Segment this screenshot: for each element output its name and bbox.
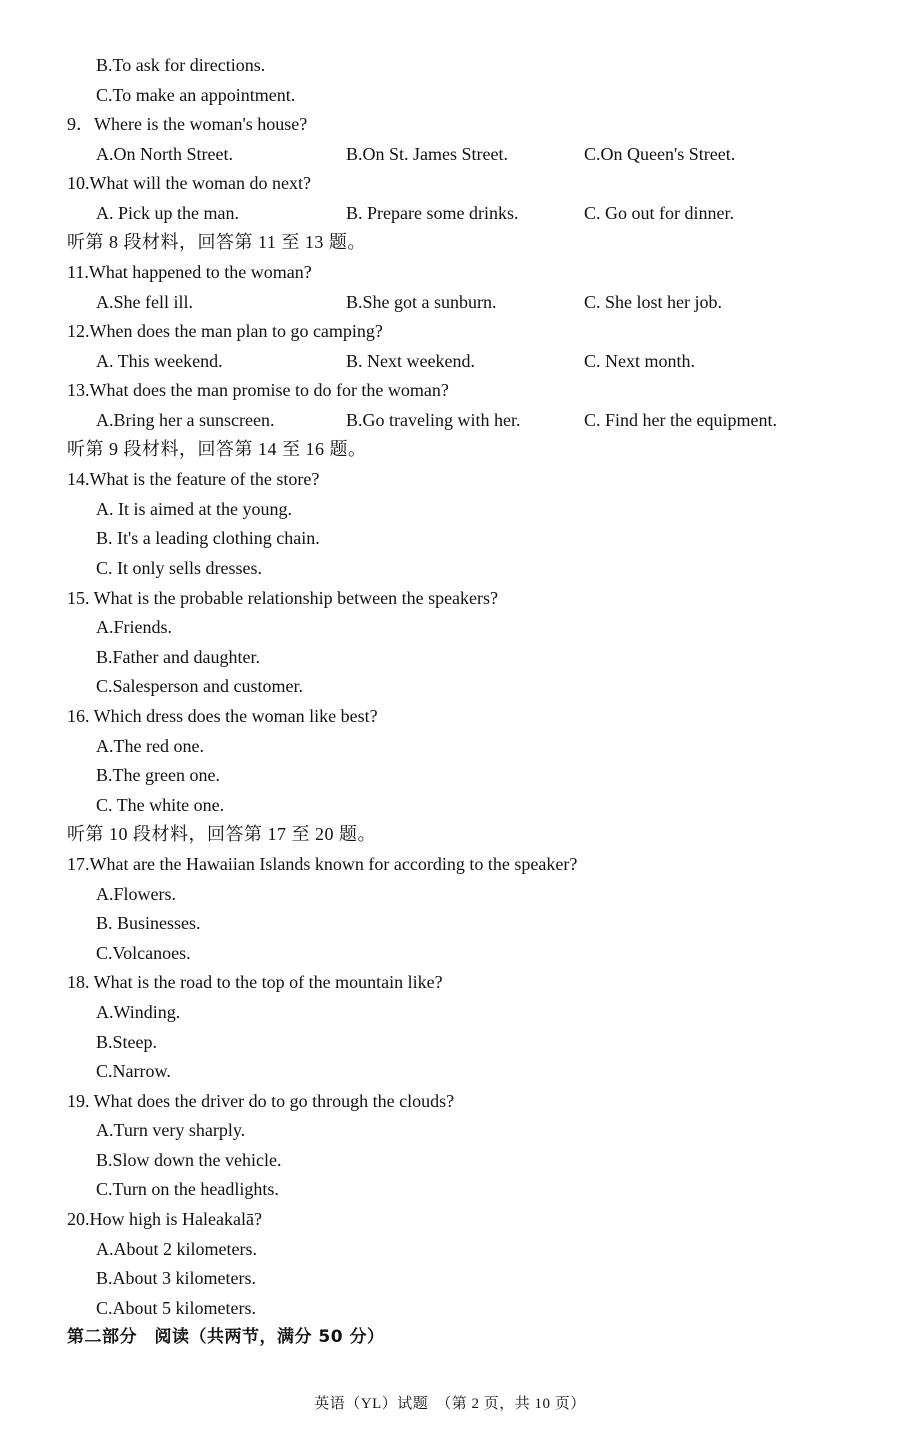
q17-option-b: B. Businesses. xyxy=(96,913,201,933)
q20-option-a: A.About 2 kilometers. xyxy=(96,1239,257,1259)
q14-option-c: C. It only sells dresses. xyxy=(96,558,262,578)
q13-option-b: B.Go traveling with her. xyxy=(346,410,521,430)
q10-option-b: B. Prepare some drinks. xyxy=(346,203,519,223)
q18-option-a: A.Winding. xyxy=(96,1002,181,1022)
q11-question: 11.What happened to the woman? xyxy=(67,262,312,282)
q20-option-c: C.About 5 kilometers. xyxy=(96,1298,256,1318)
q17-option-a: A.Flowers. xyxy=(96,884,176,904)
q10-option-c: C. Go out for dinner. xyxy=(584,203,734,223)
q12-option-c: C. Next month. xyxy=(584,351,695,371)
q19-option-a: A.Turn very sharply. xyxy=(96,1120,246,1140)
q15-option-c: C.Salesperson and customer. xyxy=(96,676,303,696)
q15-question: 15. What is the probable relationship between the speakers? xyxy=(67,588,499,608)
q20-question: 20.How high is Haleakalā? xyxy=(67,1209,262,1229)
q9-question: 9．Where is the woman's house? xyxy=(67,114,308,134)
q12-question: 12.When does the man plan to go camping? xyxy=(67,321,383,341)
q16-option-c: C. The white one. xyxy=(96,795,225,815)
q9-option-a: A.On North Street. xyxy=(96,144,233,164)
q18-option-b: B.Steep. xyxy=(96,1032,157,1052)
q15-option-a: A.Friends. xyxy=(96,617,172,637)
q19-question: 19. What does the driver do to go through the clouds? xyxy=(67,1091,455,1111)
section-10-instruction: 听第 10 段材料，回答第 17 至 20 题。 xyxy=(67,824,376,844)
q16-option-b: B.The green one. xyxy=(96,765,220,785)
page-footer: 英语（YL）试题 （第 2 页，共 10 页） xyxy=(314,1396,586,1412)
q10-question: 10.What will the woman do next? xyxy=(67,173,311,193)
q16-option-a: A.The red one. xyxy=(96,736,204,756)
q15-option-b: B.Father and daughter. xyxy=(96,647,260,667)
q20-option-b: B.About 3 kilometers. xyxy=(96,1268,256,1288)
q13-question: 13.What does the man promise to do for the woman? xyxy=(67,380,449,400)
q11-option-a: A.She fell ill. xyxy=(96,292,193,312)
q8-option-b: B.To ask for directions. xyxy=(96,55,266,75)
q9-option-b: B.On St. James Street. xyxy=(346,144,508,164)
q9-option-c: C.On Queen's Street. xyxy=(584,144,736,164)
q12-option-b: B. Next weekend. xyxy=(346,351,475,371)
q16-question: 16. Which dress does the woman like best? xyxy=(67,706,378,726)
section-9-instruction: 听第 9 段材料，回答第 14 至 16 题。 xyxy=(67,439,367,459)
q14-option-b: B. It's a leading clothing chain. xyxy=(96,528,320,548)
q11-option-b: B.She got a sunburn. xyxy=(346,292,497,312)
q19-option-c: C.Turn on the headlights. xyxy=(96,1179,279,1199)
q14-question: 14.What is the feature of the store? xyxy=(67,469,320,489)
q13-option-c: C. Find her the equipment. xyxy=(584,410,777,430)
q18-option-c: C.Narrow. xyxy=(96,1061,171,1081)
q13-option-a: A.Bring her a sunscreen. xyxy=(96,410,275,430)
q17-option-c: C.Volcanoes. xyxy=(96,943,191,963)
q14-option-a: A. It is aimed at the young. xyxy=(96,499,292,519)
q11-option-c: C. She lost her job. xyxy=(584,292,722,312)
q17-question: 17.What are the Hawaiian Islands known for according to the speaker? xyxy=(67,854,578,874)
q18-question: 18. What is the road to the top of the mountain like? xyxy=(67,972,443,992)
q10-option-a: A. Pick up the man. xyxy=(96,203,239,223)
part-2-heading: 第二部分 阅读（共两节，满分 50 分） xyxy=(67,1327,385,1347)
q19-option-b: B.Slow down the vehicle. xyxy=(96,1150,282,1170)
q12-option-a: A. This weekend. xyxy=(96,351,223,371)
section-8-instruction: 听第 8 段材料，回答第 11 至 13 题。 xyxy=(67,232,366,252)
q8-option-c: C.To make an appointment. xyxy=(96,85,296,105)
